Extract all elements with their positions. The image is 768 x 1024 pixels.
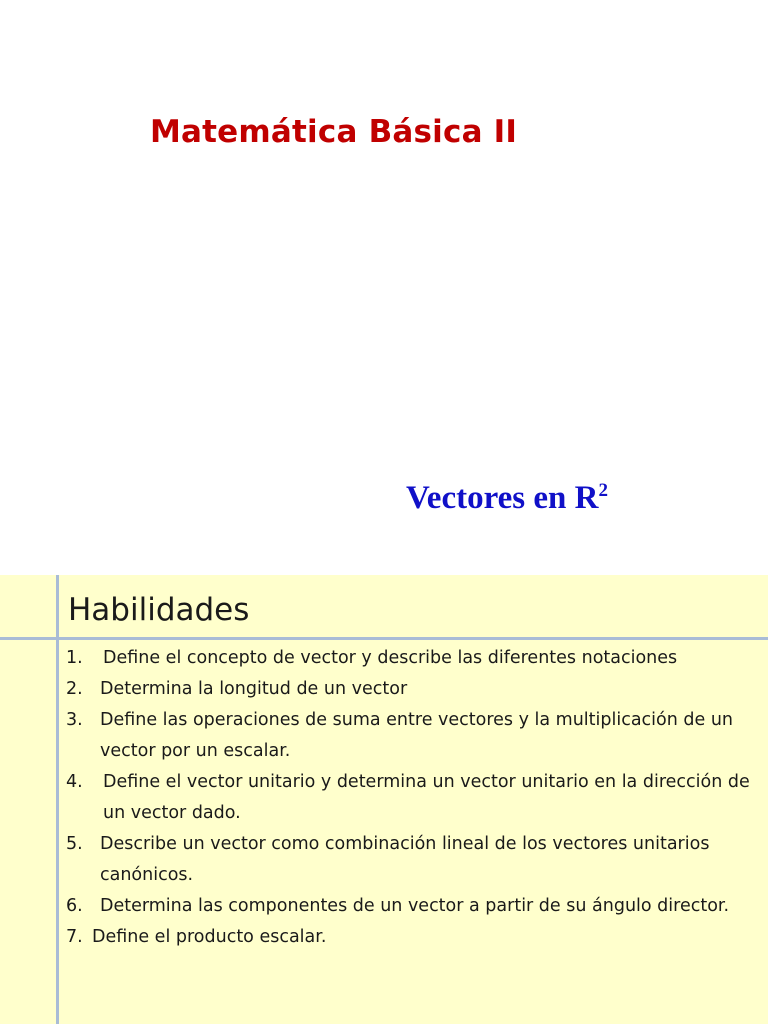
skill-text: Define el producto escalar. — [92, 927, 327, 947]
skill-text: Define el concepto de vector y describe las diferentes notaciones — [103, 648, 678, 668]
skill-number: 2. — [66, 679, 83, 699]
skill-number: 5. — [66, 834, 83, 854]
skill-number: 4. — [66, 772, 83, 792]
skill-text: Determina la longitud de un vector — [100, 679, 408, 699]
topic-title — [406, 480, 608, 517]
skills-heading: Habilidades — [68, 592, 250, 628]
skill-text: Determina las componentes de un vector a partir de su ángulo director. — [100, 896, 730, 916]
panel-vertical-divider — [56, 575, 59, 1024]
skill-number: 6. — [66, 896, 83, 916]
skill-item-3 — [66, 705, 764, 767]
course-title: Matemática Básica II — [150, 114, 518, 150]
skill-text: Define el vector unitario y determina un vector unitario en la dirección de un vector dado. — [103, 772, 750, 823]
skill-item-5 — [66, 829, 764, 891]
skill-number: 7. — [66, 927, 83, 947]
skill-text: Define las operaciones de suma entre vectores y la multiplicación de un vector por un escalar. — [100, 710, 734, 761]
topic-title-text: Vectores en R — [406, 480, 599, 516]
skill-item-4 — [66, 767, 764, 829]
skill-item-7 — [66, 922, 764, 953]
skill-text: Describe un vector como combinación lineal de los vectores unitarios canónicos. — [100, 834, 710, 885]
panel-horizontal-divider — [0, 637, 768, 640]
skills-list — [66, 643, 764, 953]
skill-number: 3. — [66, 710, 83, 730]
skill-item-2 — [66, 674, 764, 705]
skill-number: 1. — [66, 648, 83, 668]
skill-item-6 — [66, 891, 764, 922]
skill-item-1 — [66, 643, 764, 674]
topic-title-superscript: 2 — [598, 480, 608, 501]
